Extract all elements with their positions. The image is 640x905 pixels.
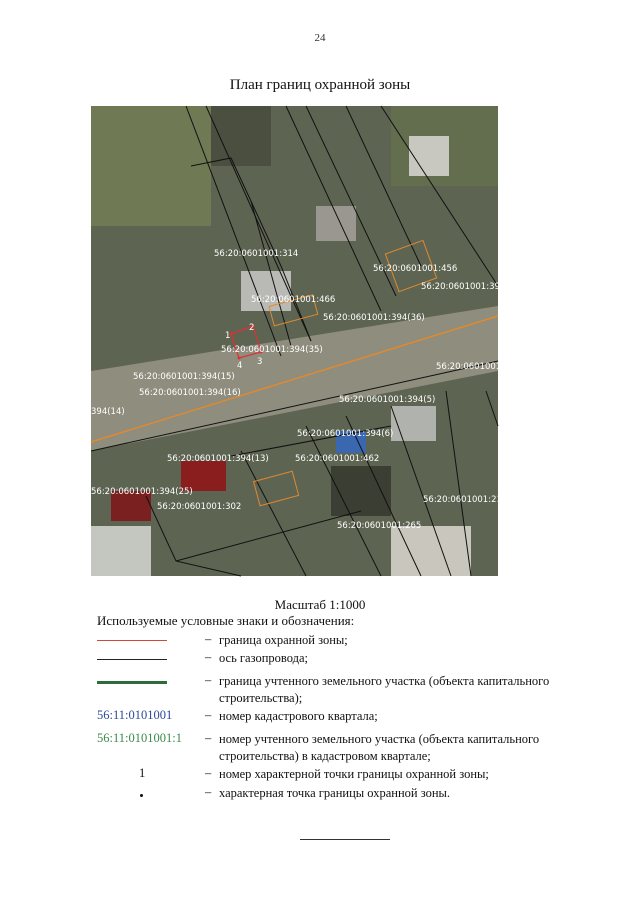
legend-header: Используемые условные знаки и обозначения: [97, 613, 355, 628]
parcel-label: 56:20:0601001:394(13) [167, 454, 269, 464]
parcel-label: 56:20:0601001:466 [251, 295, 336, 305]
legend-desc: ось газопровода; [219, 651, 309, 665]
parcel-label: 56:20:0601001:302 [157, 502, 242, 512]
quarter-code-sample: 56:11:0101001 [97, 708, 173, 722]
page-title: План границ охранной зоны [229, 77, 411, 93]
point-number: 4 [237, 361, 243, 371]
parcel-label: 56:20:0601001:265 [337, 521, 422, 531]
building-roof [391, 526, 471, 576]
legend-desc: граница учтенного земельного участка (объекта капитального строительства); [219, 674, 550, 705]
parcel-label: 56:20:0601001:39 [421, 282, 500, 292]
building-roof [409, 136, 449, 176]
green-line-symbol [97, 681, 167, 684]
legend-desc: граница охранной зоны; [219, 633, 348, 647]
building-roof [91, 526, 151, 576]
parcel-label: 56:20:0601001:394(35) [221, 345, 323, 355]
footer-rule [300, 839, 390, 840]
red-line-symbol [97, 640, 167, 641]
parcel-label: 394(14) [91, 407, 125, 417]
parcel-label: 56:20:0601001:462 [295, 454, 380, 464]
map-scale: Масштаб 1:1000 [274, 597, 366, 612]
parcel-label: 56:20:0601001:394(25) [91, 487, 193, 497]
parcel-label: 56:20:0601001:21 [423, 495, 502, 505]
legend-desc: номер кадастрового квартала; [219, 709, 378, 723]
point-number-sample: 1 [139, 766, 146, 780]
legend-desc: номер учтенного земельного участка (объекта капитального строительства) в кадастровом квартале; [219, 732, 540, 763]
parcel-label: 56:20:0601001:456 [373, 264, 458, 274]
parcel-label: 56:20:0601001:394(5) [339, 395, 436, 405]
point-number: 1 [225, 331, 231, 341]
legend-dash: – [205, 632, 212, 646]
page-number: 24 [314, 32, 326, 44]
parcel-label: 56:20:0601001:314 [214, 249, 299, 259]
legend-dash: – [205, 673, 212, 687]
point-number: 2 [249, 323, 255, 333]
cadastral-map [91, 106, 510, 576]
legend-dash: – [205, 785, 212, 799]
building-roof [316, 206, 356, 241]
legend-dash: – [205, 731, 212, 745]
zone-point-marker [238, 357, 241, 360]
dark-yard [331, 466, 391, 516]
dark-yard [211, 106, 271, 166]
legend-dash: – [205, 708, 212, 722]
point-number: 3 [257, 357, 263, 367]
parcel-code-sample: 56:11:0101001:1 [97, 731, 182, 745]
point-dot-symbol [140, 794, 143, 797]
legend-dash: – [205, 650, 212, 664]
building-roof [241, 271, 291, 311]
parcel-label: 56:20:0601001:394(6) [297, 429, 394, 439]
parcel-label: 56:20:0601001:4 [436, 362, 510, 372]
parcel-label: 56:20:0601001:394(36) [323, 313, 425, 323]
building-roof [391, 406, 436, 441]
parcel-label: 56:20:0601001:394(15) [133, 372, 235, 382]
legend-desc: номер характерной точки границы охранной зоны; [219, 767, 489, 781]
parcel-label: 56:20:0601001:394(16) [139, 388, 241, 398]
legend-desc: характерная точка границы охранной зоны. [219, 786, 451, 800]
legend-dash: – [205, 766, 212, 780]
dark-line-symbol [97, 659, 167, 660]
